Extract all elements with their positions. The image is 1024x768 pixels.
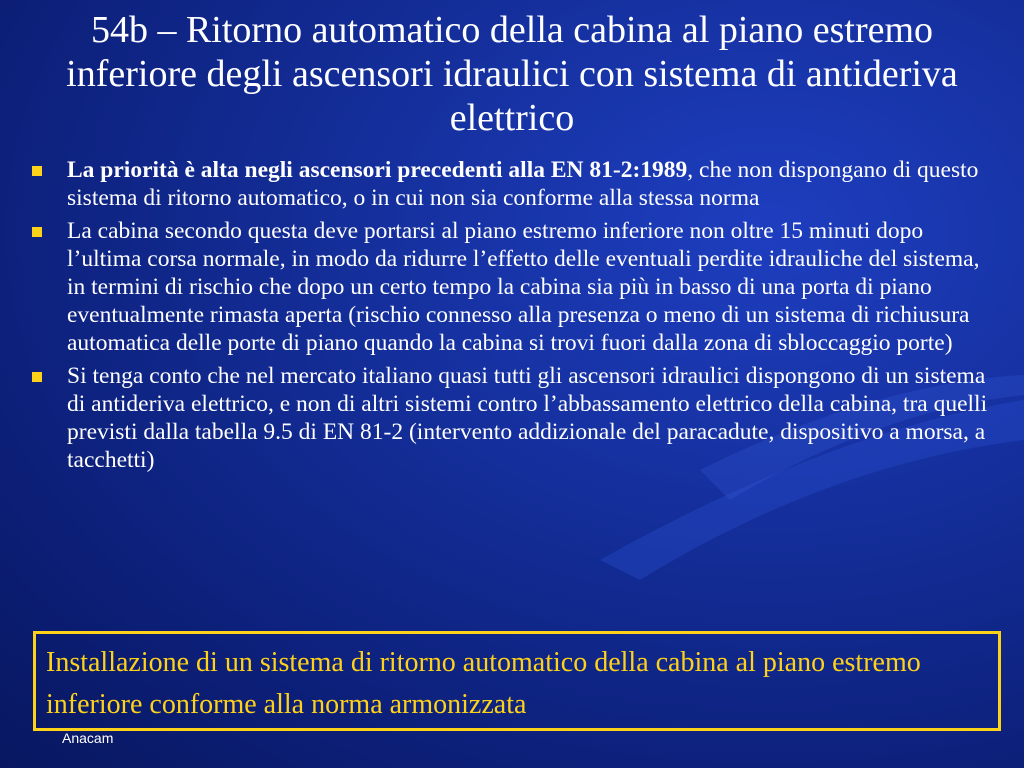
- footer-label: Anacam: [62, 730, 114, 746]
- square-bullet-icon: [32, 166, 42, 176]
- slide-title: 54b – Ritorno automatico della cabina al piano estremo inferiore degli ascensori idraulici con sistema di antideriva elettrico: [66, 9, 958, 139]
- bullet-text: La cabina secondo questa deve portarsi al piano estremo inferiore non oltre 15 minuti dopo l’ultima corsa normale, in modo da ridurre l’effetto delle eventuali perdite idrauliche del sistema, in termini di rischio che dopo un certo tempo la cabina sia più in basso di una porta di piano eventualmente rimasta aperta (rischio connesso alla presenza o meno di un sistema di richiusura automatica delle porte di piano quando la cabina si trovi fuori dalla zona di sbloccaggio porte): [67, 218, 980, 356]
- highlight-text: Installazione di un sistema di ritorno automatico della cabina al piano estremo inferiore conforme alla norma armonizzata: [46, 647, 921, 720]
- bullet-item-3: [30, 362, 990, 474]
- bullet-text: Si tenga conto che nel mercato italiano quasi tutti gli ascensori idraulici dispongono di un sistema di antideriva elettrico, e non di altri sistemi contro l’abbassamento elettrico della cabina, tra quelli previsti dalla tabella 9.5 di EN 81-2 (intervento addizionale del paracadute, dispositivo a morsa, a tacchetti): [67, 363, 988, 473]
- bullet-item-2: [30, 217, 990, 357]
- bullet-text: , che non dispongano di questo sistema di ritorno automatico, o in cui non sia conforme alla stessa norma: [67, 157, 979, 211]
- square-bullet-icon: [32, 372, 42, 382]
- bullet-item-1: [30, 156, 990, 212]
- bullet-bold-text: La priorità è alta negli ascensori precedenti alla EN 81-2:1989: [67, 157, 688, 183]
- highlight-box: [33, 631, 1001, 731]
- bullet-list: [30, 156, 990, 479]
- square-bullet-icon: [32, 227, 42, 237]
